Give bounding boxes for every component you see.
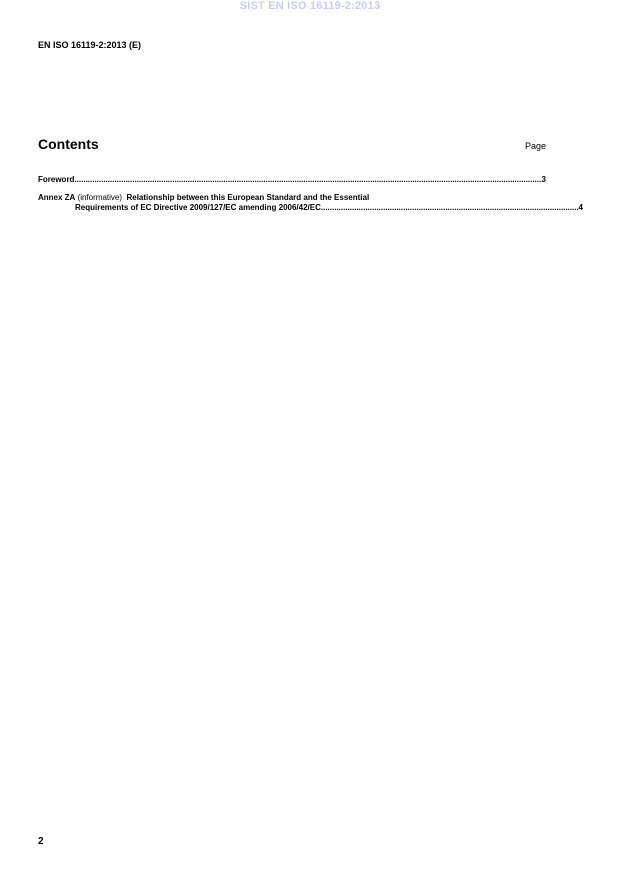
toc-entry-foreword[interactable]	[38, 175, 546, 185]
dot-leader	[321, 203, 579, 213]
annex-title-line2: Requirements of EC Directive 2009/127/EC amending 2006/42/EC	[75, 203, 321, 212]
watermark: SIST EN ISO 16119-2:2013	[239, 0, 381, 12]
toc-entry-page: 4	[578, 203, 583, 212]
document-id-header: EN ISO 16119-2:2013 (E)	[38, 40, 142, 50]
annex-prefix: Annex ZA	[38, 193, 76, 202]
toc-entry-label: Foreword	[38, 175, 75, 184]
contents-heading: Contents	[38, 136, 99, 152]
table-of-contents	[38, 175, 583, 213]
dot-leader	[74, 175, 541, 185]
toc-entry-page: 3	[541, 175, 546, 184]
toc-entry-annex-za[interactable]	[38, 193, 583, 213]
annex-title-line1: Relationship between this European Standard and the Essential	[126, 193, 370, 202]
annex-qualifier: (informative)	[75, 193, 127, 202]
page-number: 2	[38, 836, 44, 847]
page-column-label: Page	[524, 141, 546, 151]
